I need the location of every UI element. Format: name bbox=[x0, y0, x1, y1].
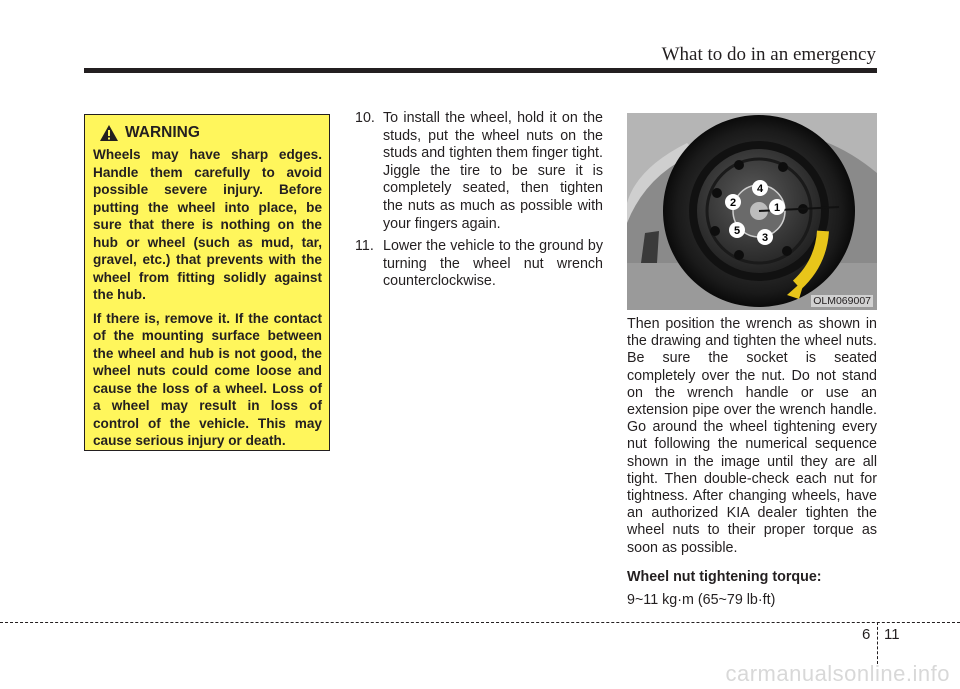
page-number: 11 bbox=[884, 626, 900, 643]
watermark: carmanualsonline.info bbox=[725, 661, 950, 686]
step-number: 11. bbox=[355, 238, 374, 255]
right-column-text bbox=[627, 316, 877, 609]
torque-value: 9~11 kg·m (65~79 lb·ft) bbox=[627, 592, 776, 609]
nut-label: 1 bbox=[773, 202, 781, 214]
warning-paragraph-2: If there is, remove it. If the contact of the mounting surface between the wheel and hub is not good, the wheel nuts could come loose and cause the loss of a wheel. Loss of a wheel may result in loss of control of the vehicle. This may cause serious injury or death. bbox=[93, 310, 322, 448]
nut-label: 4 bbox=[756, 183, 764, 195]
wheel-photo bbox=[627, 113, 877, 310]
warning-triangle-icon bbox=[99, 124, 119, 142]
warning-paragraph-1: Wheels may have sharp edges. Handle them carefully to avoid possible severe injury. Before putting the wheel into place, be sure that there is nothing on the hub or wheel (such as mud, tar, gravel, etc.) that prevents with the wheel from fitting solidly against the hub. bbox=[93, 147, 322, 302]
wheel-illustration bbox=[627, 113, 877, 310]
footer-rule bbox=[0, 622, 960, 623]
figure-code: OLM069007 bbox=[813, 295, 871, 307]
step-item bbox=[355, 238, 603, 291]
warning-box bbox=[84, 114, 330, 451]
warning-head bbox=[99, 124, 322, 142]
nut-label: 5 bbox=[733, 225, 741, 237]
step-item bbox=[355, 110, 603, 233]
instruction-steps bbox=[355, 110, 603, 296]
step-number: 10. bbox=[355, 110, 375, 126]
nut-label: 3 bbox=[761, 232, 769, 244]
page-chapter: 6 bbox=[862, 626, 871, 643]
body-paragraph: Then position the wrench as shown in the drawing and tighten the wheel nuts. Be sure the socket is seated completely over the nut. Do not stand on the wrench handle or use an extension pipe over the wrench handle. Go around the wheel tightening every nut following the numerical sequence shown in the image until they are all tight. Then double-check each nut for tightness. After changing wheels, have an authorized KIA dealer tighten the wheel nuts to their proper torque as soon as possible. bbox=[627, 316, 877, 556]
header-title: What to do in an emergency bbox=[661, 44, 876, 65]
nut-label: 2 bbox=[729, 197, 737, 209]
warning-title: WARNING bbox=[125, 124, 200, 141]
step-text: Lower the vehicle to the ground by turning the wheel nut wrench counterclockwise. bbox=[383, 238, 603, 290]
torque-label: Wheel nut tightening torque: bbox=[627, 568, 822, 585]
header-rule bbox=[84, 68, 877, 73]
step-text: To install the wheel, hold it on the studs, put the wheel nuts on the studs and tighten them finger tight. Jiggle the tire to be sure it is completely seated, then tighten the nuts as much as possible with your fingers again. bbox=[383, 110, 603, 232]
page-divider bbox=[877, 622, 878, 664]
